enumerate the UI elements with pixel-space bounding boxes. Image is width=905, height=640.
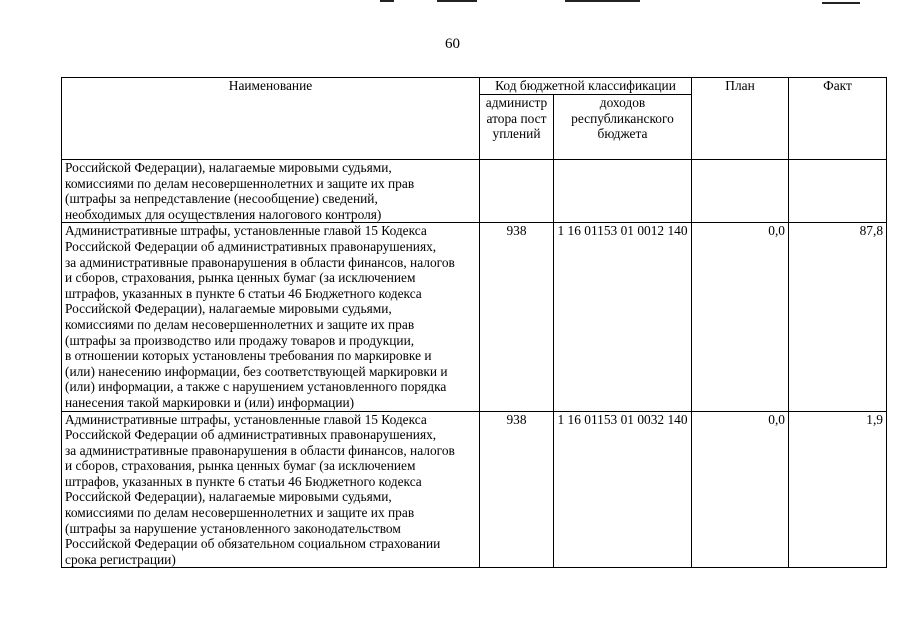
row-fact: 1,9 <box>789 411 887 568</box>
header-plan: План <box>692 78 789 160</box>
row-revenue-code <box>554 160 692 223</box>
row-revenue-code: 1 16 01153 01 0012 140 <box>554 223 692 411</box>
row-admin-code <box>480 160 554 223</box>
header-revenue: доходов республиканского бюджета <box>554 95 692 160</box>
table-row <box>62 411 887 568</box>
row-revenue-code: 1 16 01153 01 0032 140 <box>554 411 692 568</box>
row-fact: 87,8 <box>789 223 887 411</box>
row-admin-code: 938 <box>480 223 554 411</box>
table-row <box>62 160 887 223</box>
row-admin-code: 938 <box>480 411 554 568</box>
row-name: Административные штрафы, установленные главой 15 Кодекса Российской Федерации об административных правонарушениях, за административные правонарушения в области финансов, налогов и сборов, страхования, рынка ценных бумаг (за исключением штрафов, указанных в пункте 6 статьи 46 Бюджетного кодекса Российской Федерации), налагаемые мировыми судьями, комиссиями по делам несовершеннолетних и защите их прав (штрафы за нарушение установленного законодательством Российской Федерации об обязательном социальном страховании срока регистрации) <box>62 411 480 568</box>
header-code-group: Код бюджетной классификации <box>480 78 692 95</box>
row-plan: 0,0 <box>692 223 789 411</box>
scan-edge-marks <box>0 0 905 8</box>
header-name: Наименование <box>62 78 480 160</box>
header-admin-text: администратора поступлений <box>485 95 548 142</box>
page-number: 60 <box>445 36 460 52</box>
row-fact <box>789 160 887 223</box>
row-plan <box>692 160 789 223</box>
header-fact: Факт <box>789 78 887 160</box>
row-plan: 0,0 <box>692 411 789 568</box>
row-name: Административные штрафы, установленные главой 15 Кодекса Российской Федерации об административных правонарушениях, за административные правонарушения в области финансов, налогов и сборов, страхования, рынка ценных бумаг (за исключением штрафов, указанных в пункте 6 статьи 46 Бюджетного кодекса Российской Федерации), налагаемые мировыми судьями, комиссиями по делам несовершеннолетних и защите их прав (штрафы за производство или продажу товаров и продукции, в отношении которых установлены требования по маркировке и (или) нанесению информации, без соответствующей маркировки и (или) информации, а также с нарушением установленного порядка нанесения такой маркировки и (или) информации) <box>62 223 480 411</box>
row-name: Российской Федерации), налагаемые мировыми судьями, комиссиями по делам несовершеннолетних и защите их прав (штрафы за непредставление (несообщение) сведений, необходимых для осуществления налогового контроля) <box>62 160 480 223</box>
header-admin <box>480 95 554 160</box>
budget-table <box>61 77 887 568</box>
table-row <box>62 223 887 411</box>
